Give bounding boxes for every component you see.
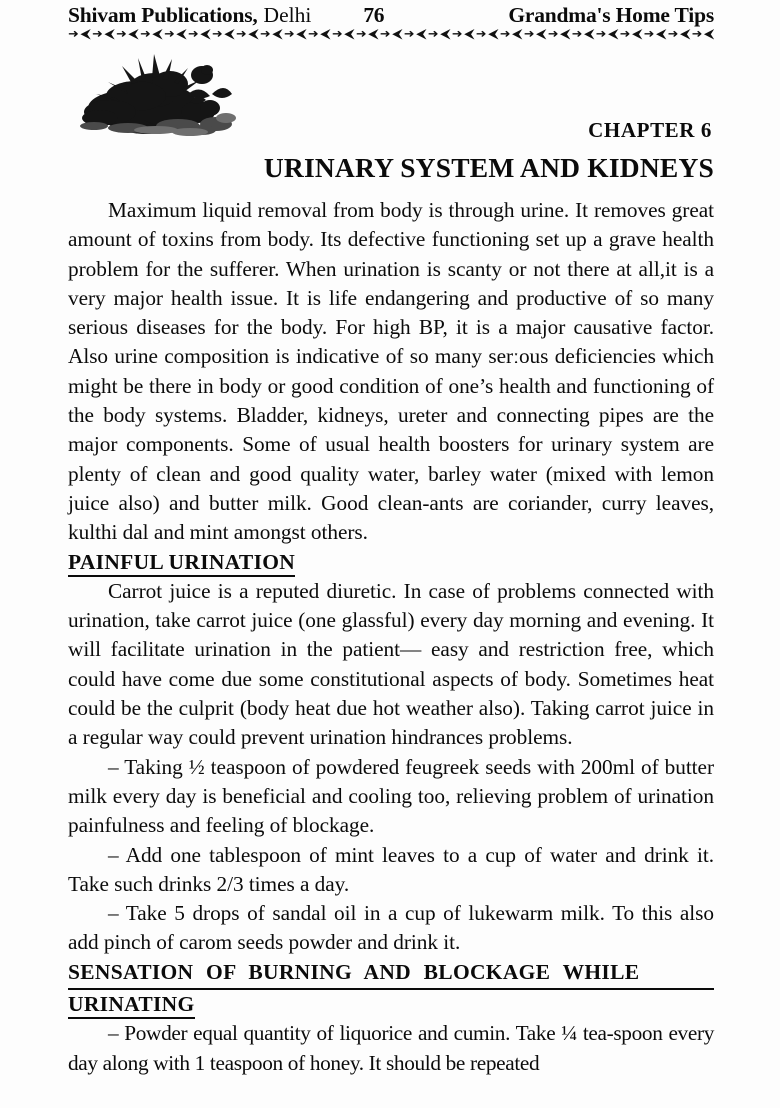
chapter-label: CHAPTER 6 [588,118,712,142]
arrow-right-glyph: ➜ [91,27,103,41]
arrow-left-glyph: ⮜ [416,27,426,41]
arrow-chain-divider-icon [68,26,714,42]
arrow-right-glyph: ➜ [259,27,271,41]
page-number: 76 [363,3,385,27]
section-heading-painful-urination [68,548,714,577]
chapter-title: URINARY SYSTEM AND KIDNEYS [263,152,714,183]
arrow-left-glyph: ⮜ [224,27,234,41]
herb-basket-vignette-icon [70,50,260,145]
arrow-left-glyph: ⮜ [320,27,330,41]
publisher-city: Delhi [263,3,312,27]
arrow-left-glyph: ⮜ [608,27,618,41]
arrow-left-glyph: ⮜ [560,27,570,41]
arrow-right-glyph: ➜ [68,27,79,41]
arrow-right-glyph: ➜ [619,27,631,41]
arrow-right-glyph: ➜ [355,27,367,41]
book-title: Grandma's Home Tips [508,3,714,27]
arrow-left-glyph: ⮜ [632,27,642,41]
arrow-left-glyph: ⮜ [296,27,306,41]
body-column [68,196,714,1078]
arrow-left-glyph: ⮜ [536,27,546,41]
arrow-left-glyph: ⮜ [248,27,258,41]
arrow-left-glyph: ⮜ [512,27,522,41]
running-head [68,2,714,28]
arrow-left-glyph: ⮜ [656,27,666,41]
arrow-right-glyph: ➜ [235,27,247,41]
section-paragraph: Carrot juice is a reputed diuretic. In case of problems connected with urination, take carrot juice (one glassful) every day morning and evening. It will facilitate urination in the patient— easy and restriction free, which could have come due some constitutional aspects of body. Sometimes heat could be the culprit (body heat due hot weather also). Taking carrot juice in a regular way could prevent urination hindrances problems. [68,578,714,750]
arrow-right-glyph: ➜ [451,27,463,41]
arrow-right-glyph: ➜ [643,27,655,41]
arrow-left-glyph: ⮜ [488,27,498,41]
arrow-left-glyph: ⮜ [680,27,690,41]
arrow-right-glyph: ➜ [475,27,487,41]
arrow-right-glyph: ➜ [379,27,391,41]
arrow-right-glyph: ➜ [187,27,199,41]
arrow-right-glyph: ➜ [403,27,415,41]
arrow-right-glyph: ➜ [523,27,535,41]
arrow-left-glyph: ⮜ [272,27,282,41]
arrow-left-glyph: ⮜ [440,27,450,41]
arrow-right-glyph: ➜ [427,27,439,41]
arrow-left-glyph: ⮜ [392,27,402,41]
arrow-left-glyph: ⮜ [200,27,210,41]
arrow-left-glyph: ⮜ [128,27,139,41]
arrow-left-glyph: ⮜ [584,27,594,41]
arrow-right-glyph: ➜ [307,27,319,41]
section-paragraph: – Add one tablespoon of mint leaves to a cup of water and drink it. Take such drinks 2/3 times a day. [68,842,714,896]
arrow-right-glyph: ➜ [547,27,559,41]
arrow-right-glyph: ➜ [667,27,679,41]
arrow-right-glyph: ➜ [691,27,703,41]
arrow-left-glyph: ⮜ [704,27,714,41]
arrow-left-glyph: ⮜ [80,27,91,41]
section-paragraph: – Powder equal quantity of liquorice and cumin. Take ¼ tea-spoon every day along with 1 teaspoon of honey. It should be repeated [68,1021,714,1075]
section-heading-text: URINATING [68,992,195,1019]
arrow-right-glyph: ➜ [139,27,151,41]
arrow-right-glyph: ➜ [163,27,175,41]
section-paragraph: – Taking ½ teaspoon of powdered feugreek seeds with 200ml of butter milk every day is beneficial and cooling too, relieving problem of urination painfulness and feeling of blockage. [68,754,714,838]
section-heading-sensation-line1 [68,958,714,990]
arrow-left-glyph: ⮜ [368,27,378,41]
arrow-left-glyph: ⮜ [344,27,354,41]
section-heading-sensation-line2 [68,990,714,1019]
arrow-right-glyph: ➜ [115,27,127,41]
intro-paragraph: Maximum liquid removal from body is through urine. It removes great amount of toxins from body. Its defective functioning set up a grave health problem for the sufferer. When urination is scanty or not there at all,it is a very major health issue. It is life endangering and productive of so many serious diseases for the body. For high BP, it is a major causative factor. Also urine composition is indicative of so many serːous deficiencies which might be there in body or good condition of one’s health and functioning of the body systems. Bladder, kidneys, ureter and connecting pipes are the major components. Some of usual health boosters for urinary system are plenty of clean and good quality water, barley water (mixed with lemon juice also) and butter milk. Good clean-ants are coriander, curry leaves, kulthi dal and mint amongst others. [68,198,714,545]
section-heading-text: SENSATION OF BURNING AND BLOCKAGE WHILE [68,958,714,990]
publisher-name: Shivam Publications, [68,3,258,27]
arrow-right-glyph: ➜ [499,27,511,41]
section-paragraph: – Take 5 drops of sandal oil in a cup of lukewarm milk. To this also add pinch of carom seeds powder and drink it. [68,901,714,955]
arrow-left-glyph: ⮜ [464,27,474,41]
section-heading-text: PAINFUL URINATION [68,550,295,577]
arrow-left-glyph: ⮜ [104,27,115,41]
arrow-right-glyph: ➜ [571,27,583,41]
arrow-left-glyph: ⮜ [176,27,186,41]
arrow-right-glyph: ➜ [595,27,607,41]
arrow-right-glyph: ➜ [331,27,343,41]
arrow-left-glyph: ⮜ [152,27,163,41]
arrow-right-glyph: ➜ [211,27,223,41]
arrow-right-glyph: ➜ [283,27,295,41]
